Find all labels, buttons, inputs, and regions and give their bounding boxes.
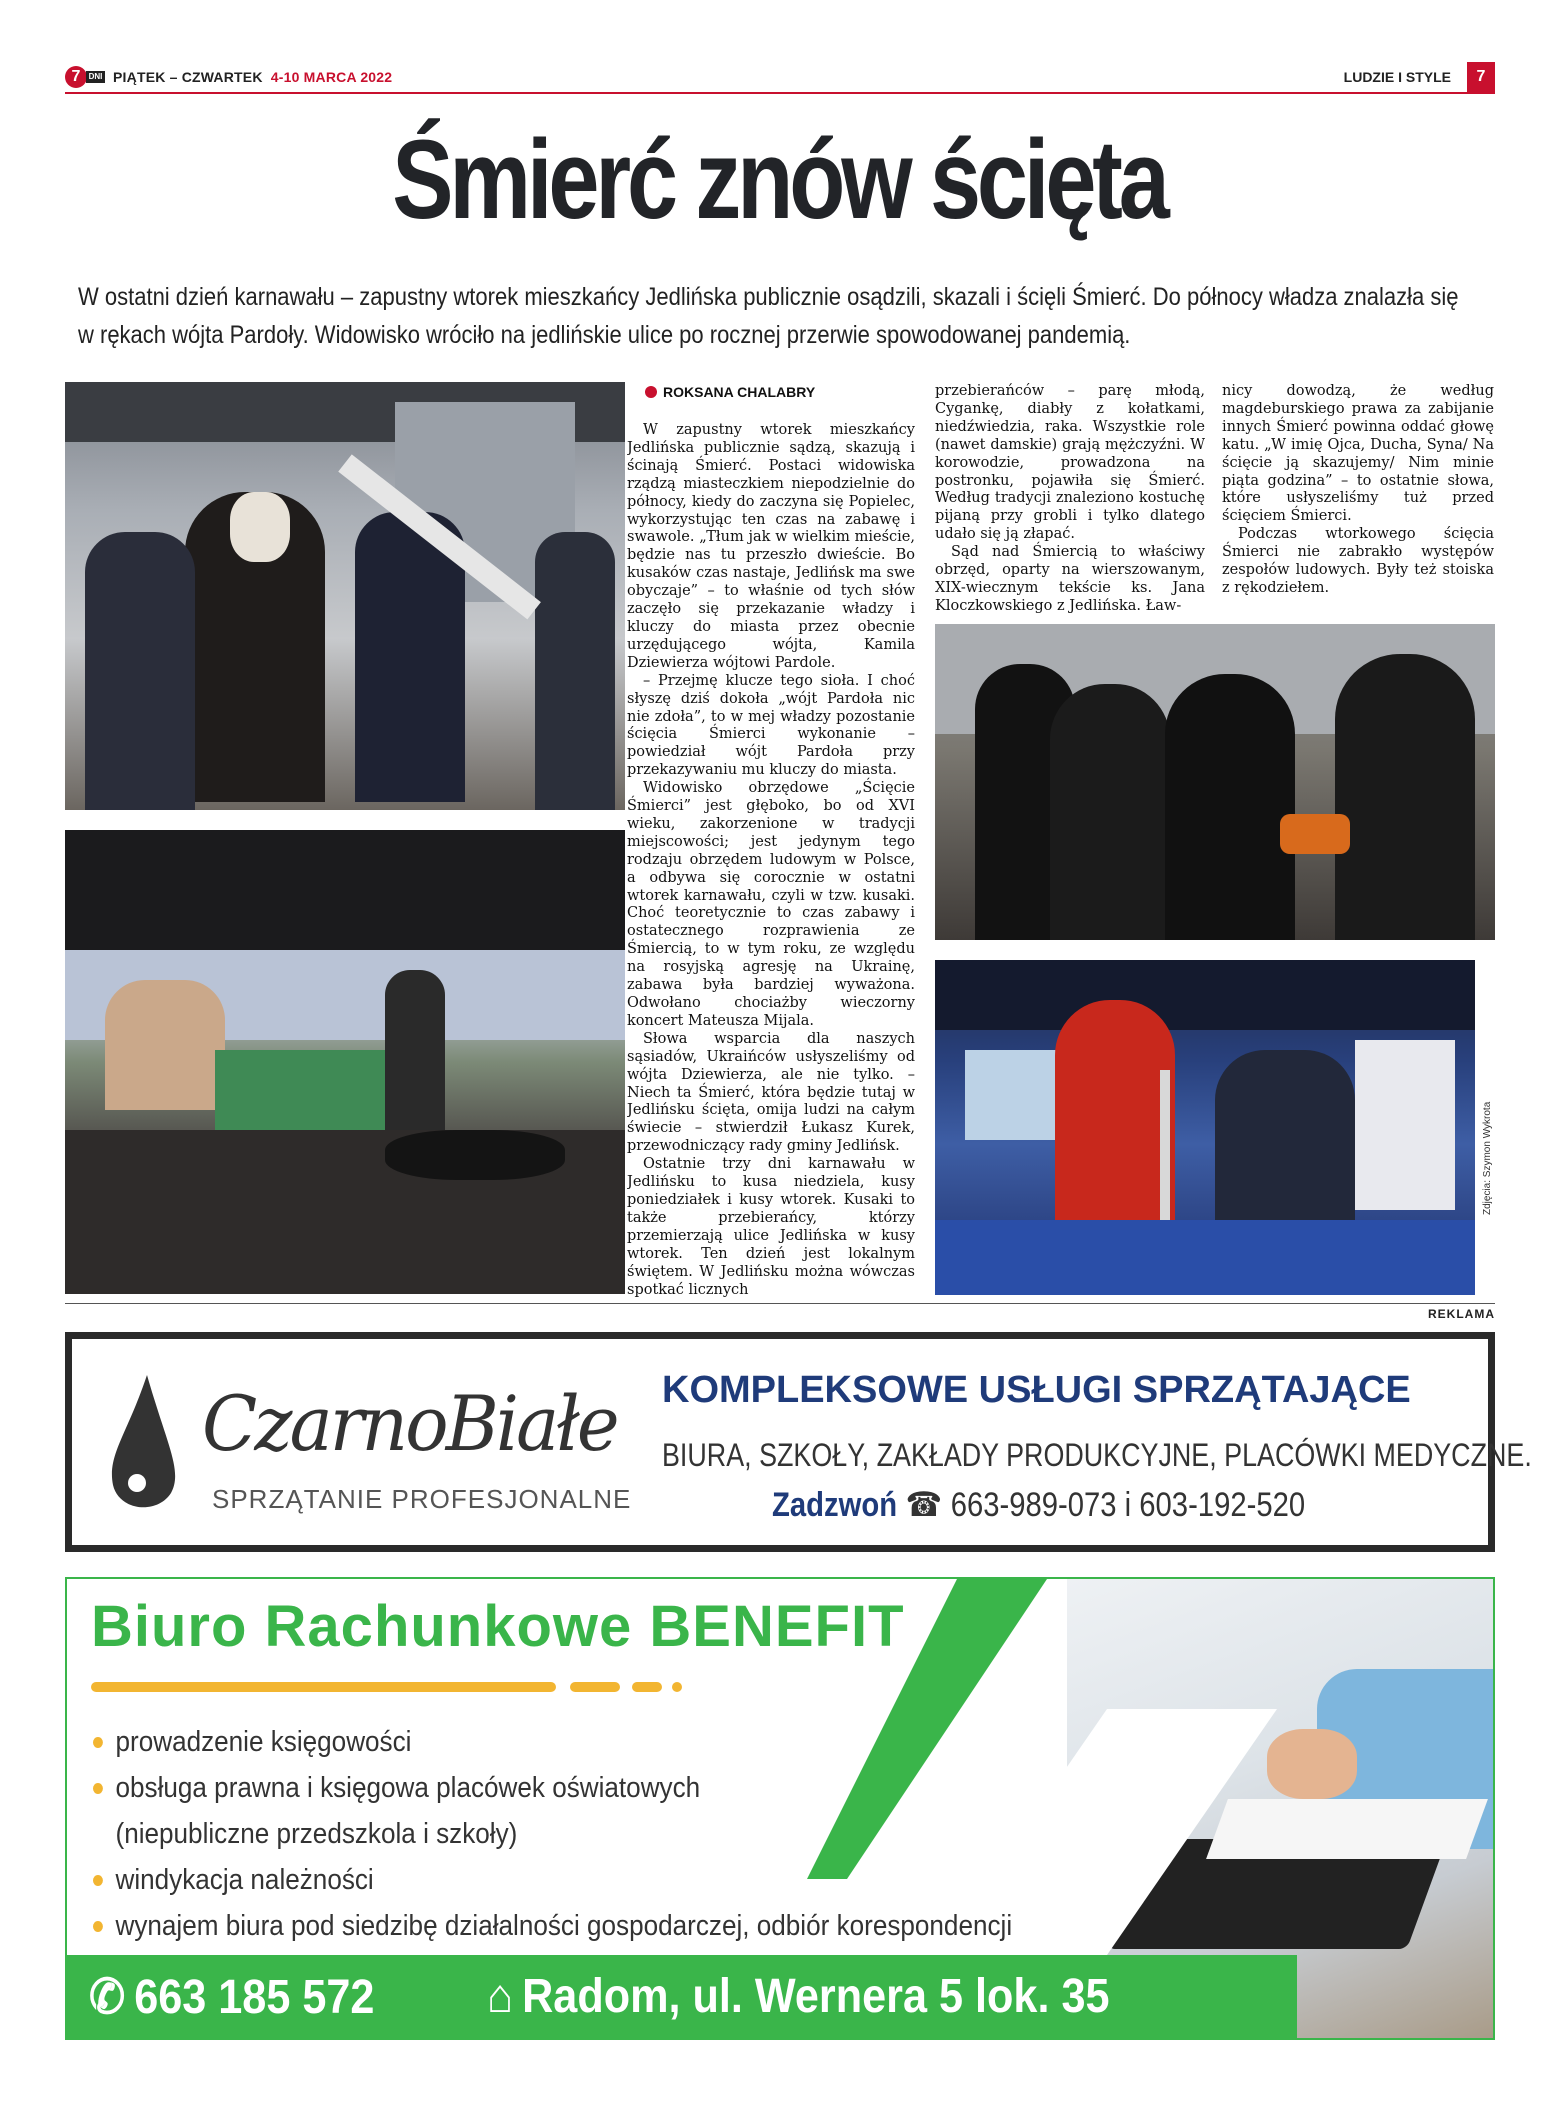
ad-headline: KOMPLEKSOWE USŁUGI SPRZĄTAJĄCE [662, 1369, 1411, 1411]
page-header [65, 66, 1495, 94]
paragraph: nicy dowodzą, że według magdeburskiego prawa za zabijanie innych Śmierć powinna oddać głowę katu. „W imię Ojca, Ducha, Syna/ Na ścięcie ją skazujemy/ Nim minie piąta godzina” – to ostatnie słowa, które usłyszeliśmy tuż przed ścięciem Śmierci. [1222, 383, 1494, 525]
page-number: 7 [1467, 62, 1495, 92]
accent-bar [570, 1682, 620, 1692]
telephone-icon: ☎ [905, 1486, 943, 1524]
brand-name: CzarnoBiałe [202, 1379, 617, 1468]
article-column-3 [1222, 383, 1494, 613]
list-item: prowadzenie księgowości [93, 1719, 1083, 1765]
photo-devils [935, 624, 1495, 940]
issue-date-line [113, 69, 392, 85]
article-lead: W ostatni dzień karnawału – zapustny wtorek mieszkańcy Jedlińska publicznie osądzili, skazali i ścięli Śmierć. Do północy władza znalazła się w rękach wójta Pardoły. Widowisko wróciło na jedlińskie ulice po rocznej przerwie spowodowanej pandemią. [78, 283, 1459, 349]
photo-red-figure [935, 960, 1475, 1295]
article-headline: Śmierć znów ścięta [392, 117, 1166, 242]
article-byline [645, 384, 815, 400]
list-item: wynajem biura pod siedzibę działalności gospodarczej, odbiór korespondencji [93, 1903, 1083, 1949]
photo-credit: Zdjęcia: Szymon Wykrota [1482, 1101, 1493, 1215]
paragraph: Widowisko obrzędowe „Ścięcie Śmierci” jest głęboko, bo od XVI wieku, zakorzenione w tradycji miejscowości; jest jedynym tego rodzaju obrzędem ludowym w Polsce, a odbywa się corocznie w ostatni wtorek karnawału, czyli w tzw. kusaki. Choć teoretycznie to czas zabawy i ostatecznego rozprawienia ze Śmiercią, to w tym roku, ze względu na rosyjską agresję na Ukrainę, zabawa była bardziej wyważona. Odwołano chociażby wieczorny koncert Mateusza Mijala. [627, 780, 915, 1029]
article-column-1 [627, 422, 915, 1298]
ad-label: REKLAMA [1428, 1307, 1495, 1321]
list-item: (niepubliczne przedszkola i szkoły) [115, 1818, 518, 1850]
ad-address: ⌂ Radom, ul. Wernera 5 lok. 35 [487, 1970, 1110, 2023]
phone-numbers: 663-989-073 i 603-192-520 [950, 1486, 1306, 1524]
article-column-2 [935, 383, 1205, 613]
ad-phone: ✆ 663 185 572 [89, 1971, 375, 2024]
byline-dot-icon [645, 386, 657, 398]
water-drop-icon [107, 1375, 179, 1515]
paragraph: W zapustny wtorek mieszkańcy Jedlińska publicznie sądzą, skazują i ścinają Śmierć. Postaci widowiska rządzą miasteczkiem niepodzielnie do północy, kiedy do zaczyna się Popielec, wykorzystując ten czas na zabawę i swawole. „Tłum jak w wielkim mieście, będzie nas tu przeszło dwieście. Bo kusaków czas nastaje, Jedlińsk ma swe obyczaje” – to właśnie od tych słów zaczęło się przekazanie władzy i kluczy do miasta przez obecnie urzędującego wójta, Kamila Dziewierza wójtowi Pardole. [627, 422, 915, 671]
paragraph: – Przejmę klucze tego sioła. I choć słyszę dziś dokoła „wójt Pardoła nic nie zdoła”, to w mej władzy pozostanie ścięcia Śmierci wykonanie – powiedział wójt Pardoła przy przekazywaniu mu kluczy do miasta. [627, 672, 915, 779]
brand-tagline: SPRZĄTANIE PROFESJONALNE [212, 1484, 632, 1514]
author-name: ROKSANA CHALABRY [663, 384, 816, 400]
logo-word: DNI [86, 71, 105, 83]
list-item: windykacja należności [93, 1857, 1083, 1903]
ad-benefit[interactable] [65, 1577, 1495, 2040]
paragraph: Sąd nad Śmiercią to właściwy obrzęd, oparty na wierszowanym, XIX-wiecznym tekście ks. Jana Kloczkowskiego z Jedlińska. Ław- [935, 544, 1205, 613]
section-name: LUDZIE I STYLE [1343, 69, 1451, 85]
paragraph: przebierańców – parę młodą, Cygankę, diabły z kołatkami, niedźwiedzia, raka. Wszystkie role (nawet damskie) grają mężczyźni. W korowodzie, prowadzona na postronku, pojawiła się Śmierć. Według tradycji znaleziono kostuchę pijaną przy grobli i tylko dlatego udało się ją złapać. [935, 383, 1205, 543]
bullet-icon [93, 1737, 103, 1748]
paragraph: Ostatnie trzy dni karnawału w Jedlińsku to kusa niedziela, kusy poniedziałek i kusy wtorek. Kusaki to także przebierańcy, którzy przemierzają ulice Jedlińska w kusy wtorek. Ten dzień jest lokalnym świętem. W Jedlińsku można wówczas spotkać licznych [627, 1156, 915, 1298]
issue-dates: 4-10 MARCA 2022 [270, 69, 393, 85]
list-item: obsługa prawna i księgowa placówek oświatowych [93, 1765, 1083, 1811]
ad-divider [65, 1303, 1495, 1304]
newspaper-logo [65, 66, 107, 88]
accent-bar [91, 1682, 556, 1692]
services-list [93, 1719, 1083, 1949]
issue-days: PIĄTEK – CZWARTEK [113, 69, 263, 85]
logo-number: 7 [65, 66, 87, 88]
paragraph: Podczas wtorkowego ścięcia Śmierci nie zabrakło występów zespołów ludowych. Były też stoiska z rękodziełem. [1222, 526, 1494, 596]
ad-czarnobiale[interactable] [65, 1332, 1532, 1552]
ad-title: Biuro Rachunkowe BENEFIT [91, 1594, 905, 1659]
accent-bar [632, 1682, 662, 1692]
paragraph: Słowa wsparcia dla naszych sąsiadów, Ukraińców usłyszeliśmy od wójta Dziewierza, ale nie tylko. – Niech ta Śmierć, która będzie tutaj w Jedlińsku ścięta, omija ludzi na całym świecie – stwierdził Łukasz Kurek, przewodniczący rady gminy Jedlińsk. [627, 1030, 915, 1155]
ad-services: BIURA, SZKOŁY, ZAKŁADY PRODUKCYJNE, PLACÓWKI MEDYCZNE. [662, 1437, 1532, 1473]
photo-death-figure [65, 382, 625, 810]
bullet-icon [93, 1783, 103, 1794]
ad-contact [772, 1485, 1305, 1525]
bullet-icon [93, 1875, 103, 1886]
phone-icon: ✆ [89, 1971, 126, 2024]
photo-stage-execution [65, 830, 625, 1294]
call-label: Zadzwoń [772, 1486, 898, 1524]
home-icon: ⌂ [487, 1970, 514, 2023]
bullet-icon [93, 1921, 103, 1932]
accent-bar [672, 1682, 682, 1692]
